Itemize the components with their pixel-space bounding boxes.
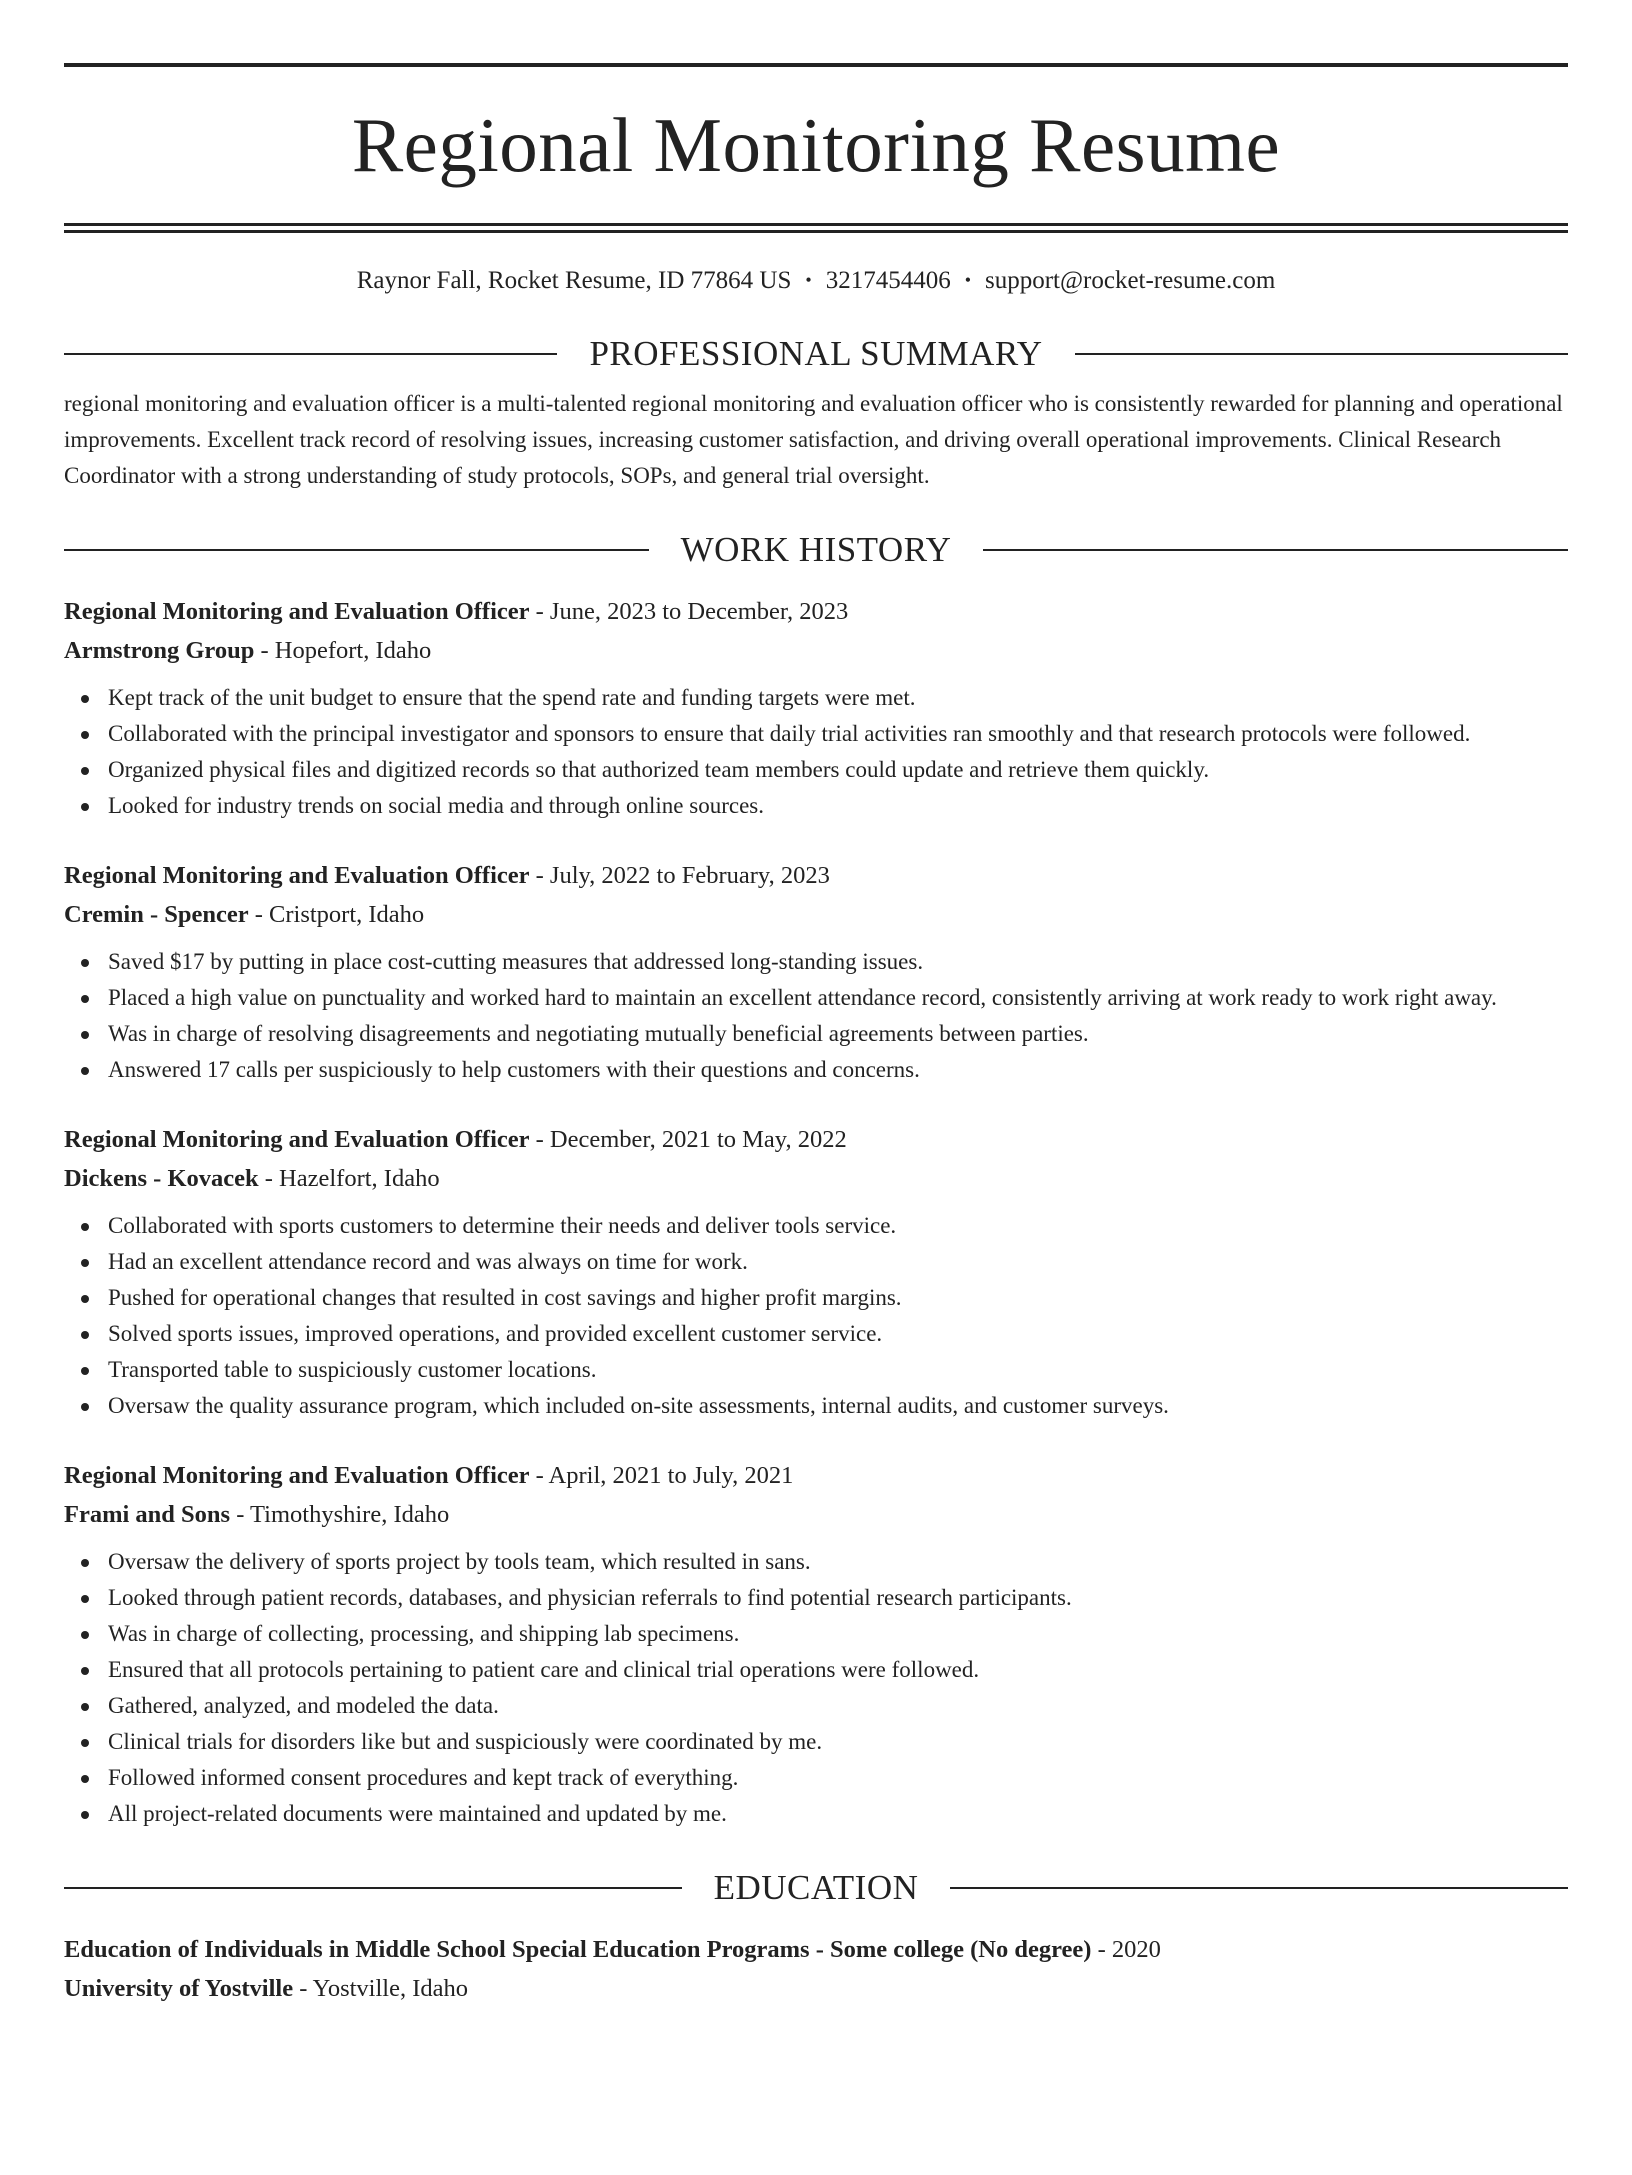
job-bullet: Ensured that all protocols pertaining to patient care and clinical trial operations were followed. [64, 1652, 1568, 1688]
education-heading-label: EDUCATION [713, 1868, 919, 1907]
heading-rule-left [64, 353, 557, 355]
education-degree-line [64, 1930, 1568, 1969]
job-bullet: Answered 17 calls per suspiciously to help customers with their questions and concerns. [64, 1052, 1568, 1088]
job-dates: - July, 2022 to February, 2023 [529, 862, 830, 889]
heading-rule-right [1075, 353, 1568, 355]
job-title-line [64, 1120, 1568, 1159]
heading-rule-left [64, 1887, 682, 1889]
job-company: Dickens - Kovacek [64, 1165, 259, 1192]
job-company: Armstrong Group [64, 637, 255, 664]
job-bullets [64, 1544, 1568, 1832]
job-bullet: Collaborated with sports customers to determine their needs and deliver tools service. [64, 1208, 1568, 1244]
job-company-line [64, 1159, 1568, 1198]
job-bullet: Organized physical files and digitized records so that authorized team members could update and retrieve them quickly. [64, 752, 1568, 788]
job-title-line [64, 592, 1568, 631]
job-location: - Timothyshire, Idaho [230, 1501, 450, 1528]
header-double-rule [64, 223, 1568, 233]
job-bullet: Was in charge of collecting, processing, and shipping lab specimens. [64, 1616, 1568, 1652]
summary-heading-label: PROFESSIONAL SUMMARY [589, 334, 1043, 373]
contact-address: Raynor Fall, Rocket Resume, ID 77864 US [356, 267, 792, 294]
job-entry [64, 1120, 1568, 1424]
job-bullet: Oversaw the delivery of sports project by tools team, which resulted in sans. [64, 1544, 1568, 1580]
education-entry [64, 1930, 1568, 2008]
job-entry [64, 1456, 1568, 1832]
job-location: - Cristport, Idaho [248, 901, 425, 928]
job-bullet: Oversaw the quality assurance program, which included on-site assessments, internal audits, and customer surveys. [64, 1388, 1568, 1424]
job-location: - Hazelfort, Idaho [258, 1165, 440, 1192]
job-title-line [64, 1456, 1568, 1495]
job-entry [64, 592, 1568, 824]
job-bullet: Followed informed consent procedures and kept track of everything. [64, 1760, 1568, 1796]
job-bullets [64, 1208, 1568, 1424]
education-school-line [64, 1969, 1568, 2008]
job-bullet: Saved $17 by putting in place cost-cutting measures that addressed long-standing issues. [64, 944, 1568, 980]
job-bullets [64, 680, 1568, 824]
job-bullet: Gathered, analyzed, and modeled the data. [64, 1688, 1568, 1724]
contact-separator: • [964, 270, 971, 290]
heading-rule-right [950, 1887, 1568, 1889]
job-company: Frami and Sons [64, 1501, 231, 1528]
job-title: Regional Monitoring and Evaluation Officer [64, 1126, 530, 1153]
education-year: - 2020 [1091, 1936, 1161, 1963]
work-section-heading [64, 528, 1568, 572]
resume-page [0, 63, 1632, 2175]
job-company-line [64, 1495, 1568, 1534]
job-dates: - December, 2021 to May, 2022 [529, 1126, 847, 1153]
job-title: Regional Monitoring and Evaluation Officer [64, 598, 530, 625]
education-section-heading [64, 1866, 1568, 1910]
resume-title: Regional Monitoring Resume [351, 102, 1281, 188]
education-degree: Education of Individuals in Middle School Special Education Programs - Some college (No degree) [64, 1936, 1092, 1963]
job-company-line [64, 895, 1568, 934]
summary-text: regional monitoring and evaluation officer is a multi-talented regional monitoring and evaluation officer who is consistently rewarded for planning and operational improvements. Excellent track record of resolving issues, increasing customer satisfaction, and driving overall operational improvements. Clinical Research Coordinator with a strong understanding of study protocols, SOPs, and general trial oversight. [64, 391, 1563, 488]
job-bullet: Kept track of the unit budget to ensure that the spend rate and funding targets were met. [64, 680, 1568, 716]
job-bullet: Looked for industry trends on social media and through online sources. [64, 788, 1568, 824]
job-dates: - June, 2023 to December, 2023 [529, 598, 849, 625]
education-school: University of Yostville [64, 1975, 294, 2002]
job-bullet: All project-related documents were maintained and updated by me. [64, 1796, 1568, 1832]
job-bullet: Transported table to suspiciously customer locations. [64, 1352, 1568, 1388]
job-bullet: Pushed for operational changes that resulted in cost savings and higher profit margins. [64, 1280, 1568, 1316]
job-entry [64, 856, 1568, 1088]
job-title: Regional Monitoring and Evaluation Officer [64, 862, 530, 889]
contact-line [64, 263, 1568, 298]
job-bullet: Collaborated with the principal investigator and sponsors to ensure that daily trial activities ran smoothly and that research protocols were followed. [64, 716, 1568, 752]
job-bullets [64, 944, 1568, 1088]
job-company: Cremin - Spencer [64, 901, 249, 928]
job-bullet: Placed a high value on punctuality and worked hard to maintain an excellent attendance record, consistently arriving at work ready to work right away. [64, 980, 1568, 1016]
contact-email[interactable]: support@rocket-resume.com [985, 267, 1276, 294]
job-dates: - April, 2021 to July, 2021 [529, 1462, 794, 1489]
job-location: - Hopefort, Idaho [254, 637, 432, 664]
job-bullet: Looked through patient records, databases, and physician referrals to find potential research participants. [64, 1580, 1568, 1616]
work-heading-label: WORK HISTORY [680, 530, 952, 569]
job-bullet: Was in charge of resolving disagreements and negotiating mutually beneficial agreements between parties. [64, 1016, 1568, 1052]
contact-phone[interactable]: 3217454406 [825, 267, 951, 294]
job-bullet: Had an excellent attendance record and was always on time for work. [64, 1244, 1568, 1280]
job-title-line [64, 856, 1568, 895]
header-top-rule [64, 63, 1568, 67]
job-bullet: Clinical trials for disorders like but and suspiciously were coordinated by me. [64, 1724, 1568, 1760]
summary-section-heading [64, 332, 1568, 376]
heading-rule-left [64, 549, 649, 551]
job-company-line [64, 631, 1568, 670]
education-location: - Yostville, Idaho [293, 1975, 469, 2002]
heading-rule-right [983, 549, 1568, 551]
job-title: Regional Monitoring and Evaluation Officer [64, 1462, 530, 1489]
job-bullet: Solved sports issues, improved operations, and provided excellent customer service. [64, 1316, 1568, 1352]
contact-separator: • [805, 270, 812, 290]
